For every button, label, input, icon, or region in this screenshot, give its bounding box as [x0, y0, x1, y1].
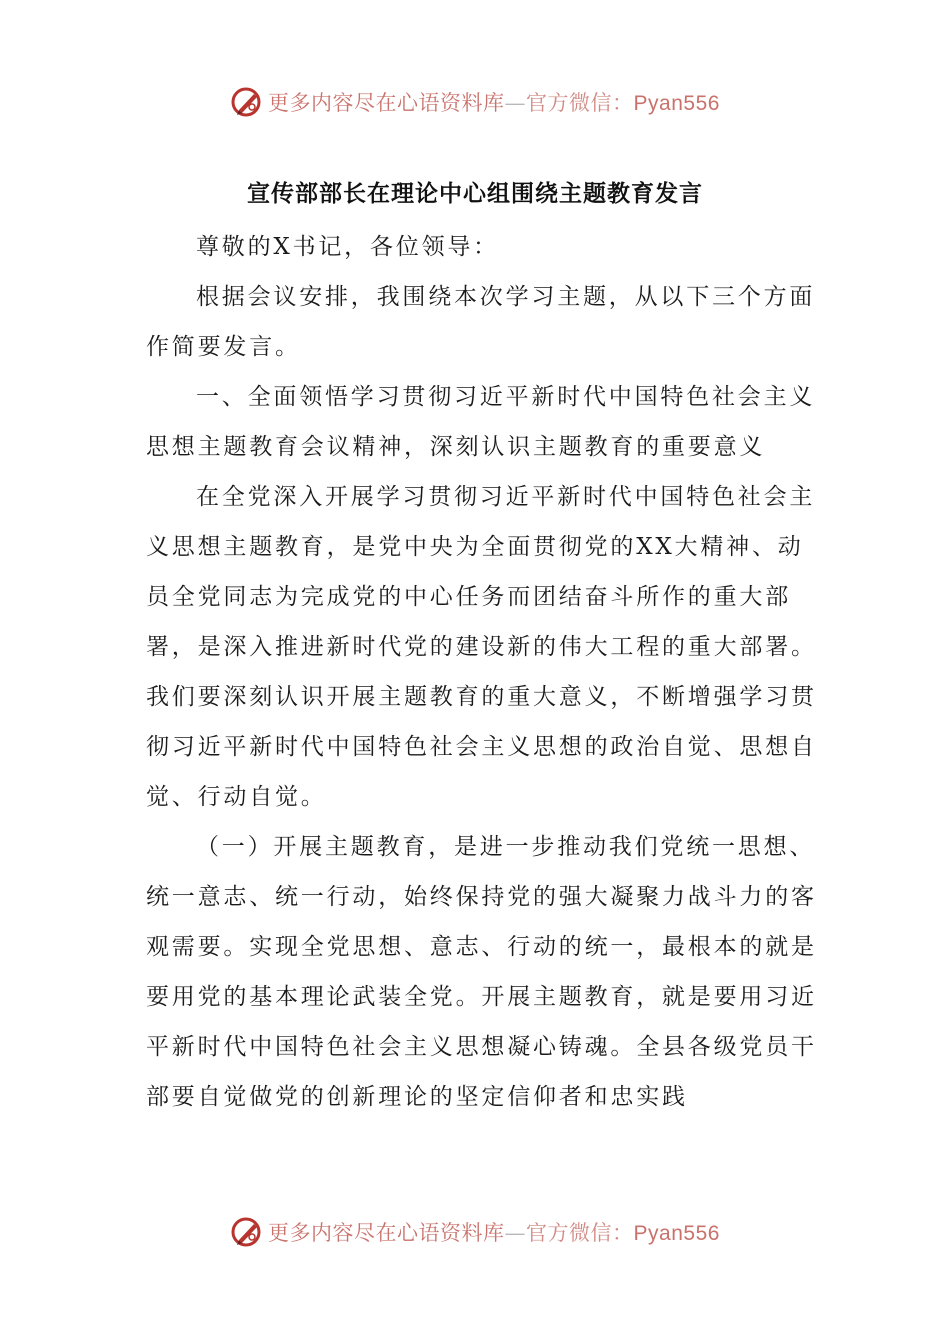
- pen-logo-icon: [230, 1215, 264, 1249]
- document-body: [146, 222, 826, 1122]
- header-wechat-id: Pyan556: [633, 92, 720, 115]
- header-banner: [0, 80, 950, 124]
- header-banner-text: [268, 87, 720, 117]
- paragraph-body: 在全党深入开展学习贯彻习近平新时代中国特色社会主义思想主题教育，是党中央为全面贯彻党的XX大精神、动员全党同志为完成党的中心任务而团结奋斗所作的重大部署，是深入推进新时代党的建设新的伟大工程的重大部署。我们要深刻认识开展主题教育的重大意义，不断增强学习贯彻习近平新时代中国特色社会主义思想的政治自觉、思想自觉、行动自觉。: [146, 484, 817, 810]
- paragraph-salutation: 尊敬的X书记，各位领导：: [196, 234, 499, 260]
- header-banner-separator: —: [504, 91, 527, 115]
- section-heading-1: 一、全面领悟学习贯彻习近平新时代中国特色社会主义思想主题教育会议精神，深刻认识主题教育的重要意义: [146, 384, 816, 460]
- footer-banner: [0, 1210, 950, 1254]
- footer-wechat-label: 官方微信：: [526, 1221, 634, 1245]
- document-title: 宣传部部长在理论中心组围绕主题教育发言: [247, 181, 703, 207]
- paragraph-subsection-1: （一）开展主题教育，是进一步推动我们党统一思想、统一意志、统一行动，始终保持党的强大凝聚力战斗力的客观需要。实现全党思想、意志、行动的统一，最根本的就是要用党的基本理论武装全党。开展主题教育，就是要用习近平新时代中国特色社会主义思想凝心铸魂。全县各级党员干部要自觉做党的创新理论的坚定信仰者和忠实践: [146, 834, 817, 1110]
- footer-banner-separator: —: [504, 1221, 527, 1245]
- footer-banner-slogan: 更多内容尽在心语资料库: [268, 1221, 505, 1245]
- footer-wechat-id: Pyan556: [633, 1222, 720, 1245]
- paragraph-intro: 根据会议安排，我围绕本次学习主题，从以下三个方面作简要发言。: [146, 284, 816, 360]
- footer-banner-text: [268, 1217, 720, 1247]
- header-wechat-label: 官方微信：: [526, 91, 634, 115]
- pen-logo-icon: [230, 85, 264, 119]
- header-banner-slogan: 更多内容尽在心语资料库: [268, 91, 505, 115]
